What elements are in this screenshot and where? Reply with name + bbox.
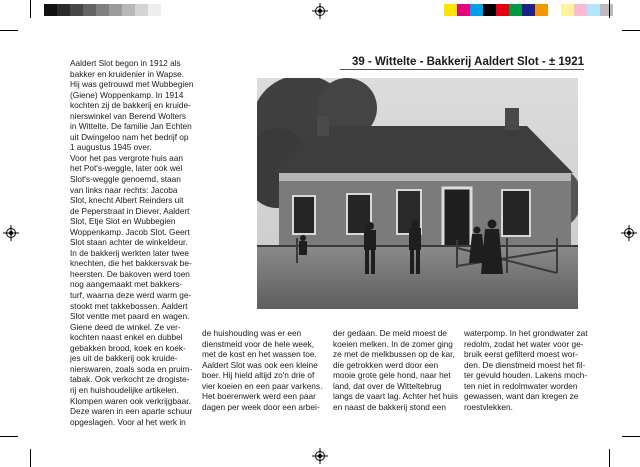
text-line: van links naar rechts: Jacoba [70, 184, 178, 195]
crop-mark-top-right [609, 0, 610, 18]
text-column-2 [202, 328, 332, 412]
text-line: nog aangemaakt met bakkers- [70, 279, 183, 290]
gray-swatch [96, 4, 109, 16]
gray-swatch [122, 4, 135, 16]
text-column-3 [333, 328, 463, 412]
text-line: langs de vaart lag. Achter het huis [333, 391, 458, 402]
color-swatch [496, 4, 509, 16]
text-line: de huishouding was er een [202, 328, 302, 338]
crop-mark-bottom-right-h [622, 436, 640, 437]
text-line: den. De dienstmeid moest het fil- [464, 359, 586, 370]
text-line: Aaldert Slot was ook een kleine [202, 359, 318, 370]
title-rule [340, 69, 584, 70]
crop-mark-bottom-right [609, 449, 610, 467]
text-line: bruik eerst gefilterd moest wor- [464, 349, 578, 360]
text-line: Voor het pas vergrote huis aan [70, 152, 184, 163]
color-swatch [561, 4, 574, 16]
page-title: 39 - Wittelte - Bakkerij Aaldert Slot - ± 1921 [351, 56, 584, 68]
text-line: tabak. Ook verkocht ze drogiste- [70, 374, 190, 385]
crop-mark-bottom-left [30, 449, 31, 467]
text-line: ten niet in redolmwater worden [464, 380, 578, 391]
color-swatch [522, 4, 535, 16]
text-line: heersten. De bakoven werd toen [70, 268, 190, 279]
text-line: Slot, Etje Slot en Wubbegien [70, 216, 176, 227]
text-line: die getrokken werd door een [333, 359, 439, 370]
gray-swatch [83, 4, 96, 16]
gray-swatch [148, 4, 161, 16]
crop-mark-top-left [30, 0, 31, 18]
color-swatch [457, 4, 470, 16]
text-line: rij en huishoudelijke artikelen. [70, 384, 179, 395]
text-line: nierswinkel van Berend Wolters [70, 110, 187, 121]
text-line: knechten, die het bakkersvak be- [70, 258, 192, 269]
historic-bakery-photo [257, 78, 578, 309]
gray-swatch [57, 4, 70, 16]
text-line: Klompen waren ook verkrijgbaar. [70, 395, 191, 406]
text-line: met de kost en het wassen toe. [202, 349, 317, 360]
color-swatch [483, 4, 496, 16]
text-line: Deze waren in een aparte schuur [70, 406, 193, 417]
text-line: der gedaan. De meid moest de [333, 328, 447, 338]
color-swatch [548, 4, 561, 16]
color-swatch [470, 4, 483, 16]
text-line: 1 augustus 1945 over. [70, 142, 152, 153]
text-line: Giene deed de winkel. Ze ver- [70, 321, 181, 332]
text-line: land, dat over de Witteltebrug [333, 380, 442, 391]
left-text-column [70, 58, 220, 427]
text-line: uit Dwingeloo nam het bedrijf op [70, 131, 189, 142]
text-line: kochten naast enkel en dubbel [70, 332, 183, 343]
text-line: turf, waarna deze werd warm ge- [70, 290, 192, 301]
text-line: redolm, zodat het water voor ge- [464, 338, 584, 349]
text-line: in Wittelte. De familie Jan Echten [70, 121, 192, 132]
text-line: de Peperstraat in Diever, Aaldert [70, 205, 190, 216]
gray-swatch [70, 4, 83, 16]
registration-mark-right [621, 225, 637, 241]
crop-mark-top-left-h [0, 30, 18, 31]
text-line: nierswaren, zoals soda en pruim- [70, 363, 193, 374]
color-swatch [509, 4, 522, 16]
text-column-4 [464, 328, 588, 412]
text-line: (Giene) Woppenkamp. In 1914 [70, 89, 184, 100]
text-line: bakker en kruidenier in Wapse. [70, 68, 185, 79]
gray-swatch [44, 4, 57, 16]
house [272, 108, 573, 255]
text-line: boer. Hij hield altijd zo'n drie of [202, 370, 315, 381]
text-line: Slot staan achter de winkeldeur. [70, 237, 188, 248]
text-line: stookt met takkebossen. Aaldert [70, 300, 188, 311]
text-line: vier koeien en een paar varkens. [202, 380, 323, 391]
text-line: het Pot's-weggle, later ook wel [70, 163, 183, 174]
text-line: jes uit de bakkerij ook kruide- [70, 353, 178, 364]
gray-swatch [135, 4, 148, 16]
text-line: gewassen, want dan kregen ze [464, 391, 579, 402]
text-line: koeien melken. In de zomer ging [333, 338, 453, 349]
text-line: Aaldert Slot begon in 1912 als [70, 58, 181, 68]
color-swatch [574, 4, 587, 16]
text-line: dagen per week door een arbei- [202, 401, 320, 412]
text-line: kochten zij de bakkerij en kruide- [70, 100, 191, 111]
text-line: Het boerenwerk werd een paar [202, 391, 316, 402]
text-line: Slot's-weggle genoemd, staan [70, 174, 181, 185]
text-line: roestvlekken. [464, 401, 513, 412]
text-line: Slot, knecht Albert Reinders uit [70, 195, 184, 206]
crop-mark-bottom-left-h [0, 436, 18, 437]
text-line: gebakken brood, koek en koek- [70, 342, 186, 353]
gray-swatch [109, 4, 122, 16]
grayscale-color-bar [44, 4, 161, 16]
text-line: ter gevuld houden. Lakens moch- [464, 370, 588, 381]
text-line: opgeslagen. Voor al het werk in [70, 416, 186, 427]
color-swatch [587, 4, 600, 16]
text-line: Woppenkamp. Jacob Slot. Geert [70, 226, 190, 237]
color-swatch [444, 4, 457, 16]
process-color-bar [444, 4, 613, 16]
text-line: In de bakkerij werkten later twee [70, 247, 189, 258]
text-line: ze met de melkbussen op de kar, [333, 349, 455, 360]
text-line: Hij was getrouwd met Wubbegien [70, 79, 194, 90]
color-swatch [600, 4, 613, 16]
color-swatch [535, 4, 548, 16]
text-line: mooie grote gele hond, naar het [333, 370, 451, 381]
text-line: waterpomp. In het grondwater zat [464, 328, 588, 338]
text-line: dienstmeid voor de hele week, [202, 338, 315, 349]
text-line: Slot ventte met paard en wagen. [70, 311, 190, 322]
text-line: en naast de bakkerij stond een [333, 401, 447, 412]
crop-mark-top-right-h [622, 30, 640, 31]
registration-mark-bottom [312, 448, 328, 464]
registration-mark-left [3, 225, 19, 241]
registration-mark-top [312, 3, 328, 19]
